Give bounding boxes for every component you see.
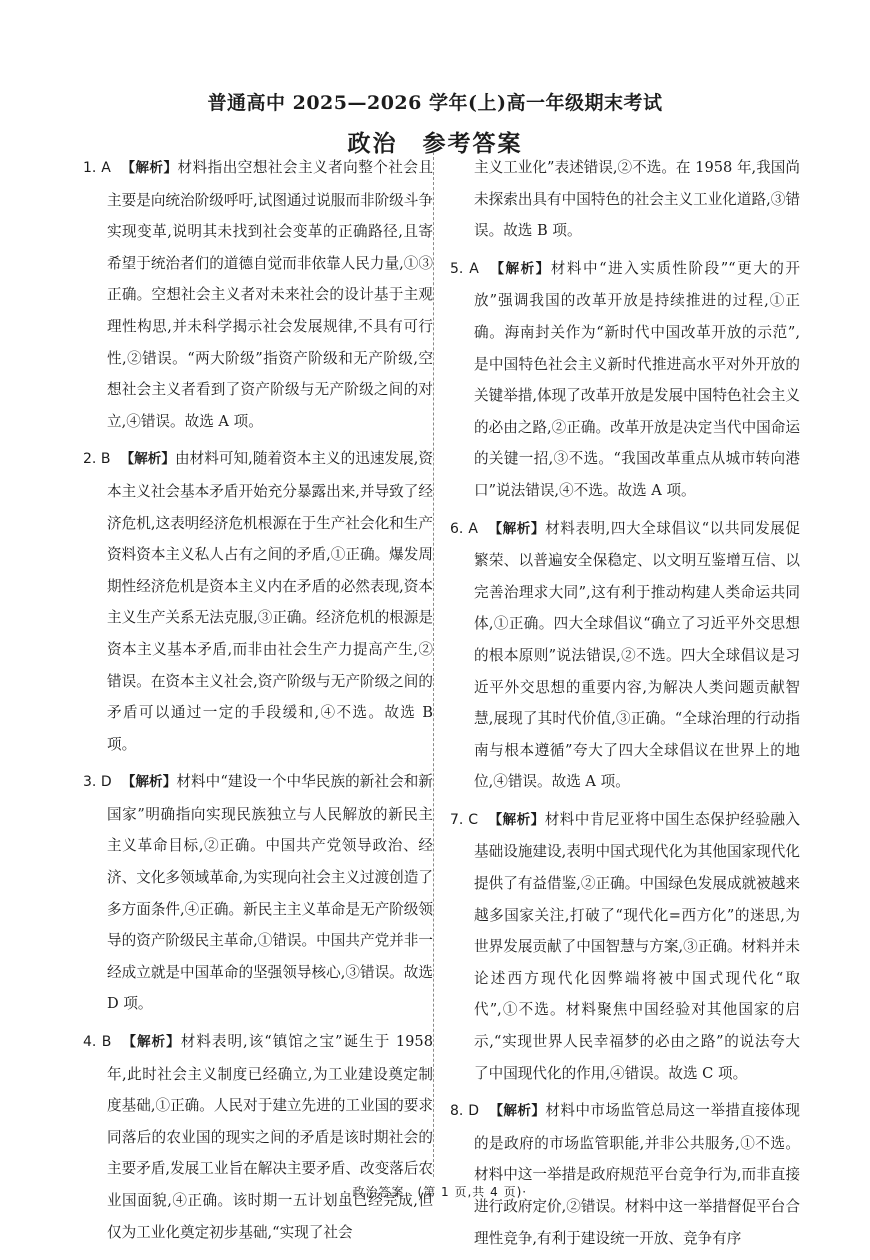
analysis-tag: 【解析】 — [489, 1103, 546, 1120]
answer-text: 材料中“进入实质性阶段”“更大的开放”强调我国的改革开放是持续推进的过程,①正确。海南封关作为“新时代中国改革开放的示范”,是中国特色社会主义新时代推进高水平对外开放的关键举措,体现了改革开放是发展中国特色社会主义的必由之路,②正确。改革开放是决定当代中国命运的关键一招,③不选。“我国改革重点从城市转向港口”说法错误,④不选。故选 A 项。 — [474, 259, 800, 499]
answer-item-4 — [83, 1026, 433, 1248]
answer-text: 由材料可知,随着资本主义的迅速发展,资本主义社会基本矛盾开始充分暴露出来,并导致了经济危机,这表明经济危机根源在于生产社会化和生产资料资本主义私人占有之间的矛盾,①正确。爆发周期性经济危机是资本主义内在矛盾的必然表现,资本主义生产关系无法克服,③正确。经济危机的根源是资本主义基本矛盾,而非由社会生产力提高产生,②错误。在资本主义社会,资产阶级与无产阶级之间的矛盾可以通过一定的手段缓和,④不选。故选 B 项。 — [107, 450, 434, 753]
answer-item-6 — [450, 513, 800, 798]
analysis-tag: 【解析】 — [488, 260, 551, 277]
answer-text: 材料指出空想社会主义者向整个社会且主要是向统治阶级呼吁,试图通过说服而非阶级斗争实现变革,说明其未找到社会变革的正确路径,且寄希望于统治者们的道德自觉而非依靠人民力量,①③正确。空想社会主义者对未来社会的设计基于主观理性构思,并未科学揭示社会发展规律,不具有可行性,②错误。“两大阶级”指资产阶级和无产阶级,空想社会主义者看到了资产阶级与无产阶级之间的对立,④错误。故选 A 项。 — [107, 159, 434, 430]
answer-number: 1. A — [83, 160, 111, 176]
answer-number: 8. D — [450, 1103, 479, 1120]
answer-number: 6. A — [450, 520, 478, 537]
page-title: 普通高中 2025—2026 学年(上)高一年级期末考试 — [207, 92, 663, 114]
answer-number: 3. D — [83, 774, 112, 791]
answer-number: 7. C — [450, 811, 479, 828]
answer-item-8 — [450, 1095, 800, 1254]
answer-number: 4. B — [83, 1034, 112, 1051]
column-divider — [433, 152, 434, 1177]
answer-item-1 — [83, 152, 433, 437]
page-subtitle: 政治 参考答案 — [347, 130, 523, 157]
answer-item-4-continued: 主义工业化”表述错误,②不选。在 1958 年,我国尚未探索出具有中国特色的社会主义工业化道路,③错误。故选 B 项。 — [474, 159, 800, 240]
analysis-tag: 【解析】 — [487, 520, 546, 537]
answer-text: 材料中市场监管总局这一举措直接体现的是政府的市场监管职能,并非公共服务,①不选。材料中这一举措是政府规范平台竞争行为,而非直接进行政府定价,②错误。材料中这一举措督促平台合理性竞争,有利于建设统一开放、竞争有序 — [474, 1102, 800, 1247]
analysis-tag: 【解析】 — [120, 160, 178, 176]
answer-text: 材料中“建设一个中华民族的新社会和新国家”明确指向实现民族独立与人民解放的新民主主义革命目标,②正确。中国共产党领导政治、经济、文化多领域革命,为实现向社会主义过渡创造了多方面条件,④正确。新民主主义革命是无产阶级领导的资产阶级民主革命,①错误。中国共产党并非一经成立就是中国革命的坚强领导核心,③错误。故选 D 项。 — [107, 773, 434, 1013]
answer-number: 5. A — [450, 260, 479, 277]
answer-item-2 — [83, 443, 433, 760]
page-footer: · 政治答案 (第 1 页,共 4 页)· — [342, 1185, 528, 1199]
answer-item-3 — [83, 766, 433, 1020]
analysis-tag: 【解析】 — [121, 774, 177, 791]
answer-item-5 — [450, 253, 800, 507]
analysis-tag: 【解析】 — [488, 811, 545, 828]
answer-number: 2. B — [83, 451, 111, 468]
answer-text: 材料表明,该“镇馆之宝”诞生于 1958 年,此时社会主义制度已经确立,为工业建设奠定制度基础,①正确。人民对于建立先进的工业国的要求同落后的农业国的现实之间的矛盾是该时期社会的主要矛盾,发展工业旨在解决主要矛盾、改变落后农业国面貌,④正确。该时期一五计划虽已经完成,但仅为工业化奠定初步基础,“实现了社会 — [107, 1033, 434, 1241]
analysis-tag: 【解析】 — [121, 1034, 181, 1051]
answer-item-7 — [450, 804, 800, 1089]
answer-text: 材料中肯尼亚将中国生态保护经验融入基础设施建设,表明中国式现代化为其他国家现代化提供了有益借鉴,②正确。中国绿色发展成就被越来越多国家关注,打破了“现代化=西方化”的迷思,为世界发展贡献了中国智慧与方案,③正确。材料并未论述西方现代化因弊端将被中国式现代化“取代”,①不选。材料聚焦中国经验对其他国家的启示,“实现世界人民幸福梦的必由之路”的说法夸大了中国现代化的作用,④错误。故选 C 项。 — [474, 810, 800, 1082]
analysis-tag: 【解析】 — [120, 451, 176, 468]
answer-text: 材料表明,四大全球倡议“以共同发展促繁荣、以普遍安全保稳定、以文明互鉴增互信、以完善治理求大同”,这有利于推动构建人类命运共同体,①正确。四大全球倡议“确立了习近平外交思想的根本原则”说法错误,②不选。四大全球倡议是习近平外交思想的重要内容,为解决人类问题贡献智慧,展现了其时代价值,③正确。“全球治理的行动指南与根本遵循”夸大了四大全球倡议在世界上的地位,④错误。故选 A 项。 — [474, 519, 800, 791]
left-column — [83, 152, 433, 1254]
right-column — [450, 152, 800, 1260]
